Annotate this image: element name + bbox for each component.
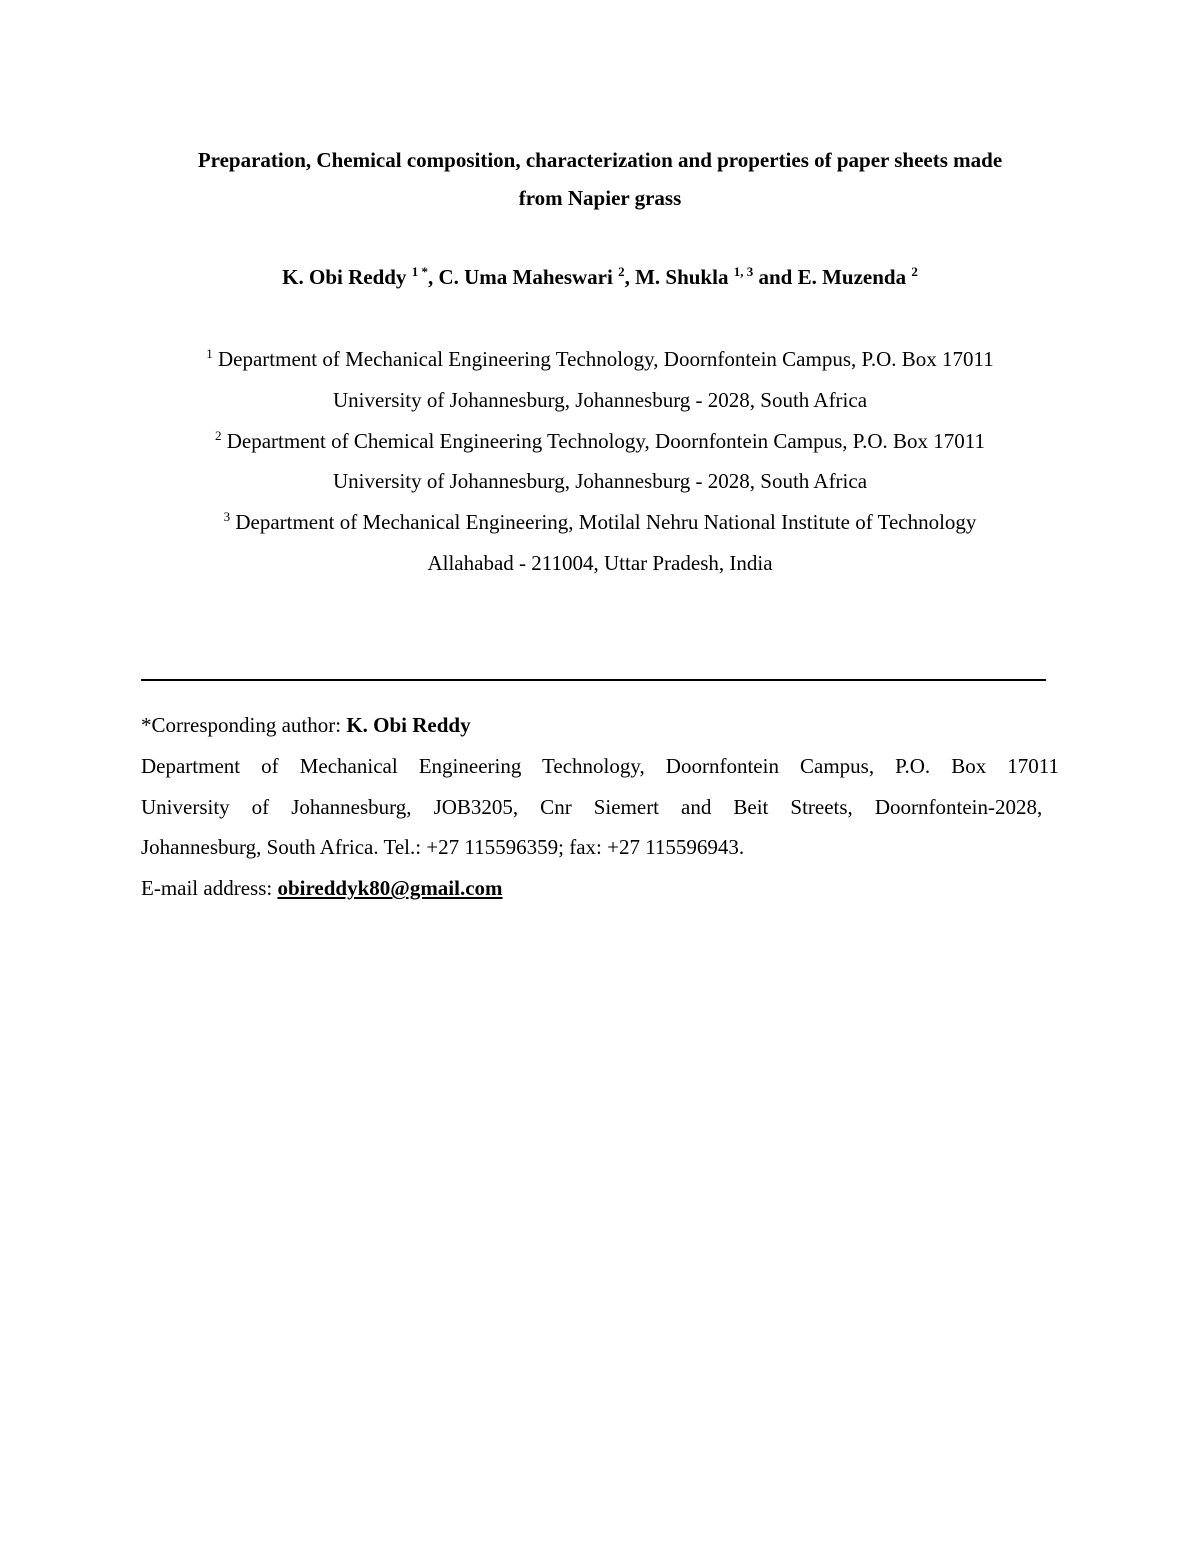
author-name: M. Shukla	[635, 265, 729, 289]
author-list	[100, 262, 1100, 292]
title-line-1: Preparation, Chemical composition, characterization and properties of paper sheets made	[197, 148, 1003, 172]
corresponding-author-line	[141, 705, 1059, 746]
affiliation-1-line-1	[100, 339, 1100, 380]
affiliation-list	[100, 339, 1100, 584]
author-separator: ,	[427, 265, 439, 289]
email-line	[141, 868, 1059, 909]
author-name: C. Uma Maheswari	[438, 265, 613, 289]
affiliation-text: Department of Mechanical Engineering Technology, Doornfontein Campus, P.O. Box 17011	[217, 347, 994, 371]
affiliation-number: 2	[214, 427, 222, 443]
affiliation-3-line-2: Allahabad - 211004, Uttar Pradesh, India	[427, 550, 773, 575]
corresponding-address-line-3: Johannesburg, South Africa. Tel.: +27 115596359; fax: +27 115596943.	[141, 835, 745, 860]
affiliation-2-line-2: University of Johannesburg, Johannesburg - 2028, South Africa	[332, 469, 868, 494]
affiliation-3-line-1	[100, 502, 1100, 543]
email-label: E-mail address:	[141, 876, 278, 901]
affiliation-2-line-1	[100, 421, 1100, 462]
author-affiliation-marker: 1, 3	[733, 264, 754, 279]
corresponding-author-name: K. Obi Reddy	[346, 713, 471, 737]
author-separator: ,	[624, 265, 636, 289]
author-affiliation-marker: 2	[618, 264, 625, 279]
corresponding-address-line-1: Department of Mechanical Engineering Technology, Doornfontein Campus, P.O. Box 17011	[141, 753, 1059, 778]
author-separator: and	[753, 265, 798, 289]
paper-title	[100, 141, 1100, 217]
footnote-divider	[141, 679, 1046, 681]
affiliation-text: Department of Mechanical Engineering, Motilal Nehru National Institute of Technology	[235, 510, 977, 535]
email-link[interactable]: obireddyk80@gmail.com	[277, 876, 503, 901]
author-name: K. Obi Reddy	[282, 265, 407, 289]
corresponding-author-block	[141, 705, 1059, 909]
affiliation-1-line-2: University of Johannesburg, Johannesburg - 2028, South Africa	[332, 387, 868, 412]
author-affiliation-marker: 2	[911, 264, 918, 279]
title-line-2: from Napier grass	[518, 186, 682, 210]
affiliation-number: 1	[206, 346, 213, 361]
author-name: E. Muzenda	[797, 265, 907, 289]
affiliation-number: 3	[223, 509, 231, 525]
corresponding-author-label: *Corresponding author:	[141, 713, 347, 737]
affiliation-text: Department of Chemical Engineering Technology, Doornfontein Campus, P.O. Box 17011	[226, 428, 986, 453]
corresponding-address-line-2: University of Johannesburg, JOB3205, Cnr Siemert and Beit Streets, Doornfontein-2028,	[141, 794, 1043, 819]
author-affiliation-marker: 1 *	[411, 264, 428, 279]
